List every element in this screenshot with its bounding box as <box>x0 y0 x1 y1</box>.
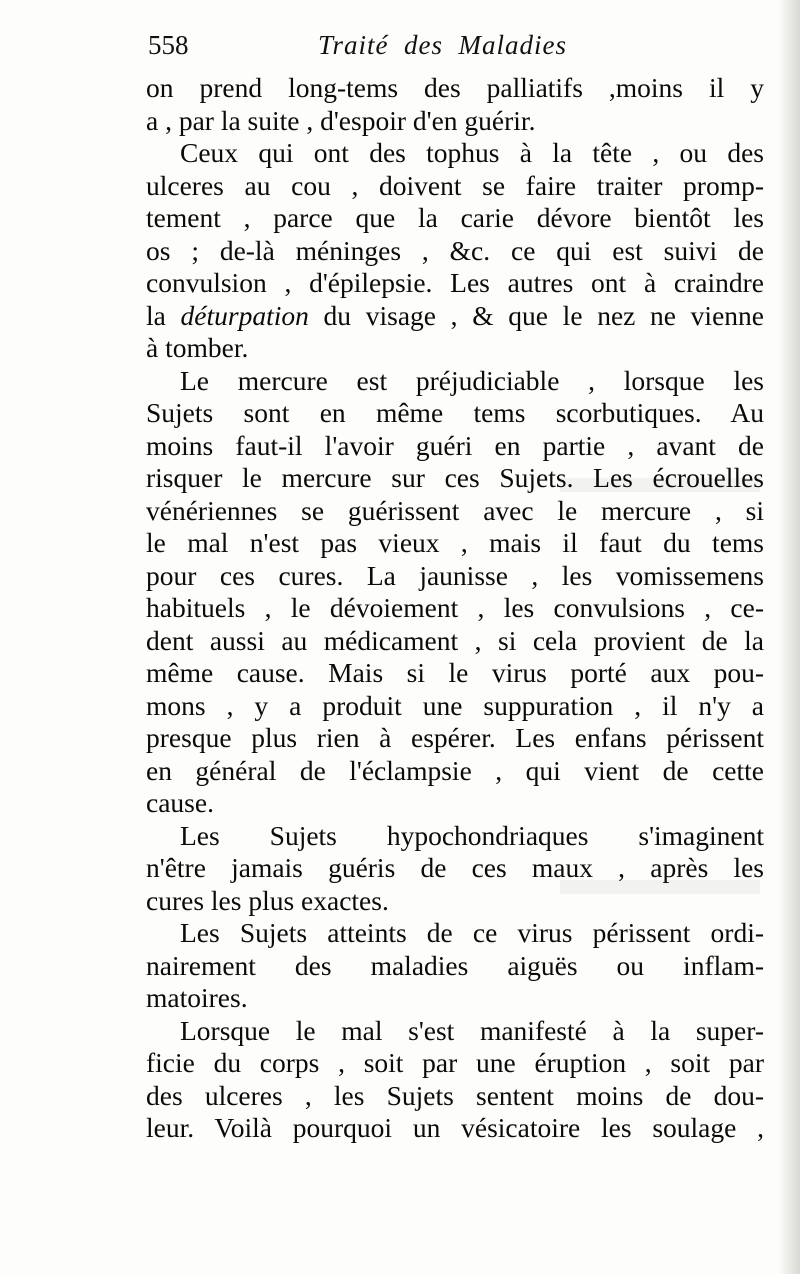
text-line: a , par la suite , d'espoir d'en guérir. <box>146 104 536 136</box>
text-line: des ulceres , les Sujets sentent moins de dou- <box>146 1079 764 1111</box>
text-line: à tomber. <box>146 332 249 363</box>
text-line: Ceux qui ont des tophus à la tête , ou des <box>180 137 764 168</box>
text-line: cures les plus exactes. <box>146 884 389 916</box>
page-edge-shadow <box>778 0 800 1274</box>
paragraph <box>146 137 764 365</box>
text-line: leur. Voilà pourquoi un vésicatoire les soulage , <box>146 1112 764 1143</box>
text-line: Le mercure est préjudiciable , lorsque les <box>180 364 764 396</box>
paragraph <box>146 1015 764 1145</box>
text-line: Lorsque le mal s'est manifesté à la super- <box>180 1014 764 1046</box>
text-line: vénériennes se guérissent avec le mercure , si <box>146 494 764 526</box>
text-line: cause. <box>146 787 214 818</box>
running-title: Traité des Maladies <box>318 30 567 60</box>
text-line: moins faut-il l'avoir guéri en partie , avant de <box>146 429 764 461</box>
text-line: on prend long-tems des palliatifs ,moins il y <box>146 72 764 103</box>
paragraph <box>146 365 764 820</box>
text-line: mons , y a produit une suppuration , il n'y a <box>146 689 764 721</box>
body-text <box>146 72 764 1145</box>
text-line: risquer le mercure sur ces Sujets. Les écrouelles <box>146 462 764 493</box>
text-line: os ; de-là méninges , &c. ce qui est suivi de <box>146 234 764 266</box>
text-line: convulsion , d'épilepsie. Les autres ont à craindre <box>146 267 764 298</box>
text-fragment: la <box>146 299 181 331</box>
text-line: Sujets sont en même tems scorbutiques. Au <box>146 397 764 428</box>
text-line: ulceres au cou , doivent se faire traiter promp- <box>146 169 764 201</box>
text-line: matoires. <box>146 982 248 1013</box>
text-line <box>146 300 764 333</box>
text-line: ficie du corps , soit par une éruption , soit par <box>146 1047 764 1078</box>
paragraph <box>146 820 764 918</box>
text-line: dent aussi au médicament , si cela provient de la <box>146 624 764 656</box>
text-fragment: du visage , & que le nez ne vienne <box>308 299 764 331</box>
text-line: habituels , le dévoiement , les convulsions , ce- <box>146 592 764 623</box>
text-line: le mal n'est pas vieux , mais il faut du tems <box>146 527 764 558</box>
text-line: Les Sujets hypochondriaques s'imaginent <box>180 819 764 851</box>
paragraph <box>146 917 764 1015</box>
paragraph <box>146 72 764 137</box>
text-line: tement , parce que la carie dévore bientôt les <box>146 202 764 233</box>
text-line: même cause. Mais si le virus porté aux pou- <box>146 657 764 688</box>
text-line: n'être jamais guéris de ces maux , après les <box>146 852 764 883</box>
page-header <box>148 30 760 70</box>
page-number: 558 <box>148 30 189 60</box>
text-line: en général de l'éclampsie , qui vient de cette <box>146 754 764 786</box>
text-line: pour ces cures. La jaunisse , les vomissemens <box>146 559 764 591</box>
text-line: nairement des maladies aiguës ou inflam- <box>146 949 764 981</box>
text-line: Les Sujets atteints de ce virus périssent ordi- <box>180 917 764 948</box>
text-line: presque plus rien à espérer. Les enfans périssent <box>146 722 764 753</box>
italic-term: déturpation <box>180 299 309 331</box>
